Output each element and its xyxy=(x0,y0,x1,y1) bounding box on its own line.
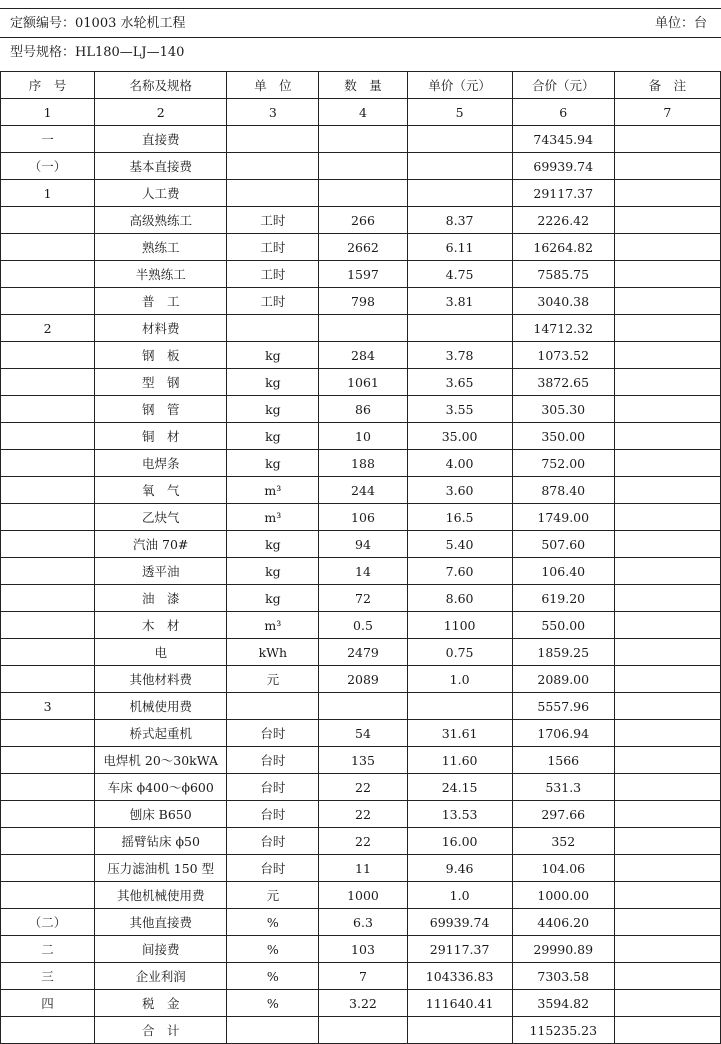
cell-quantity xyxy=(319,693,407,720)
cell-amount: 507.60 xyxy=(512,531,614,558)
cell-unit-price: 8.37 xyxy=(407,207,512,234)
cell-seq: （二） xyxy=(1,909,95,936)
cell-seq xyxy=(1,369,95,396)
table-row xyxy=(1,990,721,1017)
cell-amount: 7585.75 xyxy=(512,261,614,288)
cell-name: 电焊机 20～30kWA xyxy=(95,747,227,774)
cell-quantity: 7 xyxy=(319,963,407,990)
cell-quantity: 14 xyxy=(319,558,407,585)
cell-unit-price: 29117.37 xyxy=(407,936,512,963)
cell-quantity: 22 xyxy=(319,828,407,855)
cell-seq: （一） xyxy=(1,153,95,180)
cell-quantity: 22 xyxy=(319,801,407,828)
cell-unit-price: 35.00 xyxy=(407,423,512,450)
cell-quantity: 1000 xyxy=(319,882,407,909)
cell-amount: 5557.96 xyxy=(512,693,614,720)
table-row xyxy=(1,720,721,747)
cell-quantity: 2089 xyxy=(319,666,407,693)
cell-name: 基本直接费 xyxy=(95,153,227,180)
cell-name: 熟练工 xyxy=(95,234,227,261)
cell-unit-price: 3.60 xyxy=(407,477,512,504)
cell-seq: 四 xyxy=(1,990,95,1017)
table-row xyxy=(1,558,721,585)
column-header-remarks: 备 注 xyxy=(614,72,720,99)
cell-remarks xyxy=(614,612,720,639)
cell-remarks xyxy=(614,477,720,504)
cell-name: 企业利润 xyxy=(95,963,227,990)
cell-unit: kg xyxy=(227,342,319,369)
cell-unit-price: 5.40 xyxy=(407,531,512,558)
table-row xyxy=(1,504,721,531)
cell-seq: 一 xyxy=(1,126,95,153)
header-line-quota xyxy=(0,8,721,38)
cell-name: 间接费 xyxy=(95,936,227,963)
cell-quantity: 72 xyxy=(319,585,407,612)
cell-quantity: 266 xyxy=(319,207,407,234)
table-row xyxy=(1,369,721,396)
cell-unit-price xyxy=(407,693,512,720)
cell-amount: 352 xyxy=(512,828,614,855)
cell-unit: 工时 xyxy=(227,234,319,261)
cell-remarks xyxy=(614,261,720,288)
table-row xyxy=(1,693,721,720)
cell-quantity xyxy=(319,315,407,342)
cell-quantity: 6.3 xyxy=(319,909,407,936)
cell-name: 木 材 xyxy=(95,612,227,639)
cell-amount: 305.30 xyxy=(512,396,614,423)
cell-seq xyxy=(1,558,95,585)
cell-unit: kg xyxy=(227,396,319,423)
cell-unit: 元 xyxy=(227,882,319,909)
cell-name: 材料费 xyxy=(95,315,227,342)
cell-name: 人工费 xyxy=(95,180,227,207)
cell-seq xyxy=(1,747,95,774)
cell-remarks xyxy=(614,909,720,936)
cell-unit-price: 4.00 xyxy=(407,450,512,477)
cell-seq xyxy=(1,342,95,369)
cell-name: 透平油 xyxy=(95,558,227,585)
cell-seq xyxy=(1,477,95,504)
cell-amount: 4406.20 xyxy=(512,909,614,936)
cell-remarks xyxy=(614,693,720,720)
cell-name: 乙炔气 xyxy=(95,504,227,531)
cell-seq: 二 xyxy=(1,936,95,963)
cell-amount: 531.3 xyxy=(512,774,614,801)
cell-remarks xyxy=(614,1017,720,1044)
cell-remarks xyxy=(614,531,720,558)
cell-seq: 1 xyxy=(1,180,95,207)
table-row xyxy=(1,585,721,612)
cell-name: 其他直接费 xyxy=(95,909,227,936)
cell-amount: 3594.82 xyxy=(512,990,614,1017)
cell-quantity: 244 xyxy=(319,477,407,504)
cell-unit-price: 8.60 xyxy=(407,585,512,612)
cell-remarks xyxy=(614,855,720,882)
cell-name: 合 计 xyxy=(95,1017,227,1044)
cell-remarks xyxy=(614,720,720,747)
cell-remarks xyxy=(614,558,720,585)
unit-label: 单位：台 xyxy=(654,16,707,31)
table-row xyxy=(1,828,721,855)
cell-unit xyxy=(227,693,319,720)
cell-quantity xyxy=(319,126,407,153)
cell-name: 氧 气 xyxy=(95,477,227,504)
cell-quantity: 798 xyxy=(319,288,407,315)
cell-quantity: 2662 xyxy=(319,234,407,261)
cell-quantity: 94 xyxy=(319,531,407,558)
table-row xyxy=(1,99,721,126)
cell-seq xyxy=(1,855,95,882)
cell-seq xyxy=(1,396,95,423)
cell-amount: 104.06 xyxy=(512,855,614,882)
cell-unit xyxy=(227,1017,319,1044)
cell-seq xyxy=(1,288,95,315)
cell-remarks xyxy=(614,288,720,315)
cell-quantity: 188 xyxy=(319,450,407,477)
cell-unit: m³ xyxy=(227,504,319,531)
cell-unit-price: 3.65 xyxy=(407,369,512,396)
cell-unit xyxy=(227,180,319,207)
cell-name: 汽油 70# xyxy=(95,531,227,558)
cell-remarks xyxy=(614,315,720,342)
column-header-unit-price: 单价（元） xyxy=(407,72,512,99)
cell-name: 税 金 xyxy=(95,990,227,1017)
table-row xyxy=(1,801,721,828)
cell-unit-price xyxy=(407,315,512,342)
cell-seq xyxy=(1,585,95,612)
cell-quantity xyxy=(319,1017,407,1044)
cell-unit: 3 xyxy=(227,99,319,126)
cell-quantity xyxy=(319,180,407,207)
cell-name: 钢 板 xyxy=(95,342,227,369)
cell-seq: 1 xyxy=(1,99,95,126)
cell-unit-price: 111640.41 xyxy=(407,990,512,1017)
cell-unit: 工时 xyxy=(227,207,319,234)
cell-unit: kg xyxy=(227,585,319,612)
cell-unit: 元 xyxy=(227,666,319,693)
cell-amount: 1000.00 xyxy=(512,882,614,909)
cell-seq xyxy=(1,234,95,261)
table-row xyxy=(1,963,721,990)
cell-remarks xyxy=(614,963,720,990)
cell-name: 高级熟练工 xyxy=(95,207,227,234)
cell-unit-price xyxy=(407,180,512,207)
cell-unit-price: 16.5 xyxy=(407,504,512,531)
cell-name: 直接费 xyxy=(95,126,227,153)
cell-remarks xyxy=(614,234,720,261)
cell-unit-price: 7.60 xyxy=(407,558,512,585)
cell-amount: 115235.23 xyxy=(512,1017,614,1044)
cell-amount: 550.00 xyxy=(512,612,614,639)
cell-remarks xyxy=(614,180,720,207)
cell-name: 钢 管 xyxy=(95,396,227,423)
table-row xyxy=(1,234,721,261)
cell-amount: 297.66 xyxy=(512,801,614,828)
cell-seq: 2 xyxy=(1,315,95,342)
cell-unit: kWh xyxy=(227,639,319,666)
table-row xyxy=(1,666,721,693)
cell-quantity: 3.22 xyxy=(319,990,407,1017)
table-row xyxy=(1,423,721,450)
cell-amount: 1073.52 xyxy=(512,342,614,369)
table-row xyxy=(1,855,721,882)
cell-unit: 台时 xyxy=(227,828,319,855)
table-row xyxy=(1,531,721,558)
cell-seq xyxy=(1,423,95,450)
cell-unit: m³ xyxy=(227,612,319,639)
header-line-model xyxy=(0,38,721,68)
cell-quantity: 22 xyxy=(319,774,407,801)
cell-amount: 29117.37 xyxy=(512,180,614,207)
table-row xyxy=(1,774,721,801)
cell-seq xyxy=(1,639,95,666)
table-row xyxy=(1,612,721,639)
table-header-row xyxy=(1,72,721,99)
cell-unit-price xyxy=(407,126,512,153)
cell-seq xyxy=(1,261,95,288)
table-row xyxy=(1,153,721,180)
cell-remarks xyxy=(614,990,720,1017)
cell-unit-price: 3.81 xyxy=(407,288,512,315)
cell-amount: 752.00 xyxy=(512,450,614,477)
quota-table xyxy=(0,71,721,1044)
table-row xyxy=(1,207,721,234)
cell-unit-price xyxy=(407,1017,512,1044)
cell-seq xyxy=(1,774,95,801)
table-row xyxy=(1,909,721,936)
cell-remarks xyxy=(614,936,720,963)
cell-amount: 619.20 xyxy=(512,585,614,612)
cell-seq xyxy=(1,828,95,855)
cell-name: 压力滤油机 150 型 xyxy=(95,855,227,882)
cell-quantity: 86 xyxy=(319,396,407,423)
cell-amount: 29990.89 xyxy=(512,936,614,963)
cell-name: 电 xyxy=(95,639,227,666)
cell-name: 油 漆 xyxy=(95,585,227,612)
cell-amount: 106.40 xyxy=(512,558,614,585)
cell-amount: 878.40 xyxy=(512,477,614,504)
cell-unit: 台时 xyxy=(227,720,319,747)
table-row xyxy=(1,288,721,315)
cell-amount: 350.00 xyxy=(512,423,614,450)
cell-quantity: 4 xyxy=(319,99,407,126)
cell-unit: m³ xyxy=(227,477,319,504)
cell-remarks xyxy=(614,774,720,801)
model-spec: 型号规格：HL180—LJ—140 xyxy=(10,45,185,60)
cell-name: 半熟练工 xyxy=(95,261,227,288)
cell-remarks xyxy=(614,369,720,396)
cell-quantity: 1597 xyxy=(319,261,407,288)
cell-seq xyxy=(1,450,95,477)
column-header-quantity: 数 量 xyxy=(319,72,407,99)
table-row xyxy=(1,450,721,477)
cell-quantity xyxy=(319,153,407,180)
cell-unit xyxy=(227,153,319,180)
cell-seq xyxy=(1,1017,95,1044)
cell-amount: 2089.00 xyxy=(512,666,614,693)
table-row xyxy=(1,180,721,207)
cell-unit: kg xyxy=(227,450,319,477)
cell-unit-price: 9.46 xyxy=(407,855,512,882)
cell-unit: % xyxy=(227,990,319,1017)
cell-unit: 工时 xyxy=(227,288,319,315)
cell-remarks xyxy=(614,396,720,423)
cell-remarks xyxy=(614,882,720,909)
cell-remarks xyxy=(614,126,720,153)
cell-seq: 3 xyxy=(1,693,95,720)
cell-unit-price xyxy=(407,153,512,180)
cell-remarks xyxy=(614,747,720,774)
cell-amount: 16264.82 xyxy=(512,234,614,261)
cell-unit-price: 1100 xyxy=(407,612,512,639)
cell-quantity: 11 xyxy=(319,855,407,882)
table-row xyxy=(1,342,721,369)
cell-quantity: 1061 xyxy=(319,369,407,396)
column-header-unit: 单 位 xyxy=(227,72,319,99)
table-row xyxy=(1,936,721,963)
cell-quantity: 135 xyxy=(319,747,407,774)
table-row xyxy=(1,396,721,423)
cell-amount: 69939.74 xyxy=(512,153,614,180)
cell-unit-price: 13.53 xyxy=(407,801,512,828)
table-row xyxy=(1,882,721,909)
cell-quantity: 0.5 xyxy=(319,612,407,639)
cell-name: 车床 ϕ400～ϕ600 xyxy=(95,774,227,801)
cell-unit: 工时 xyxy=(227,261,319,288)
table-row xyxy=(1,639,721,666)
cell-unit: kg xyxy=(227,558,319,585)
cell-remarks xyxy=(614,801,720,828)
table-row xyxy=(1,315,721,342)
column-header-amount: 合价（元） xyxy=(512,72,614,99)
cell-quantity: 10 xyxy=(319,423,407,450)
cell-seq xyxy=(1,531,95,558)
cell-seq xyxy=(1,801,95,828)
cell-unit-price: 3.78 xyxy=(407,342,512,369)
cell-unit-price: 1.0 xyxy=(407,666,512,693)
cell-amount: 1859.25 xyxy=(512,639,614,666)
cell-name: 桥式起重机 xyxy=(95,720,227,747)
cell-remarks xyxy=(614,639,720,666)
cell-amount: 14712.32 xyxy=(512,315,614,342)
cell-amount: 3040.38 xyxy=(512,288,614,315)
cell-name: 铜 材 xyxy=(95,423,227,450)
cell-amount: 1706.94 xyxy=(512,720,614,747)
cell-name: 机械使用费 xyxy=(95,693,227,720)
table-row xyxy=(1,477,721,504)
cell-seq xyxy=(1,720,95,747)
cell-name: 其他材料费 xyxy=(95,666,227,693)
cell-unit: kg xyxy=(227,423,319,450)
cell-seq xyxy=(1,207,95,234)
cell-amount: 2226.42 xyxy=(512,207,614,234)
cell-quantity: 2479 xyxy=(319,639,407,666)
table-row xyxy=(1,747,721,774)
column-header-name: 名称及规格 xyxy=(95,72,227,99)
cell-unit: kg xyxy=(227,369,319,396)
cell-remarks xyxy=(614,828,720,855)
cell-amount: 3872.65 xyxy=(512,369,614,396)
cell-seq xyxy=(1,504,95,531)
cell-unit: kg xyxy=(227,531,319,558)
cell-unit-price: 11.60 xyxy=(407,747,512,774)
cell-unit-price: 31.61 xyxy=(407,720,512,747)
cell-unit: 台时 xyxy=(227,855,319,882)
cell-remarks xyxy=(614,423,720,450)
cell-amount: 1566 xyxy=(512,747,614,774)
cell-remarks xyxy=(614,342,720,369)
cell-unit-price: 6.11 xyxy=(407,234,512,261)
table-row xyxy=(1,1017,721,1044)
cell-unit: % xyxy=(227,909,319,936)
cell-seq xyxy=(1,882,95,909)
cell-unit xyxy=(227,315,319,342)
cell-unit-price: 104336.83 xyxy=(407,963,512,990)
quota-code: 定额编号：01003 水轮机工程 xyxy=(10,16,186,31)
cell-seq xyxy=(1,612,95,639)
cell-remarks xyxy=(614,504,720,531)
cell-name: 电焊条 xyxy=(95,450,227,477)
cell-remarks xyxy=(614,207,720,234)
cell-quantity: 106 xyxy=(319,504,407,531)
cell-quantity: 54 xyxy=(319,720,407,747)
cell-remarks xyxy=(614,585,720,612)
cell-unit-price: 0.75 xyxy=(407,639,512,666)
cell-amount: 1749.00 xyxy=(512,504,614,531)
cell-remarks xyxy=(614,666,720,693)
cell-unit-price: 24.15 xyxy=(407,774,512,801)
cell-name: 摇臂钻床 ϕ50 xyxy=(95,828,227,855)
cell-amount: 6 xyxy=(512,99,614,126)
cell-remarks xyxy=(614,450,720,477)
cell-amount: 74345.94 xyxy=(512,126,614,153)
cell-unit: 台时 xyxy=(227,774,319,801)
cell-remarks xyxy=(614,153,720,180)
table-row xyxy=(1,261,721,288)
cell-unit-price: 16.00 xyxy=(407,828,512,855)
column-header-seq: 序 号 xyxy=(1,72,95,99)
cell-name: 其他机械使用费 xyxy=(95,882,227,909)
cell-unit-price: 1.0 xyxy=(407,882,512,909)
cell-name: 普 工 xyxy=(95,288,227,315)
cell-unit xyxy=(227,126,319,153)
cell-unit: % xyxy=(227,963,319,990)
cell-quantity: 284 xyxy=(319,342,407,369)
cell-unit-price: 69939.74 xyxy=(407,909,512,936)
table-row xyxy=(1,126,721,153)
cell-quantity: 103 xyxy=(319,936,407,963)
cell-unit: 台时 xyxy=(227,747,319,774)
cell-name: 刨床 B650 xyxy=(95,801,227,828)
table-body xyxy=(1,99,721,1044)
cell-seq: 三 xyxy=(1,963,95,990)
cell-seq xyxy=(1,666,95,693)
cell-unit: 台时 xyxy=(227,801,319,828)
cell-unit-price: 4.75 xyxy=(407,261,512,288)
cell-amount: 7303.58 xyxy=(512,963,614,990)
cell-unit-price: 5 xyxy=(407,99,512,126)
cell-name: 型 钢 xyxy=(95,369,227,396)
cell-remarks: 7 xyxy=(614,99,720,126)
cell-unit-price: 3.55 xyxy=(407,396,512,423)
cell-name: 2 xyxy=(95,99,227,126)
cell-unit: % xyxy=(227,936,319,963)
